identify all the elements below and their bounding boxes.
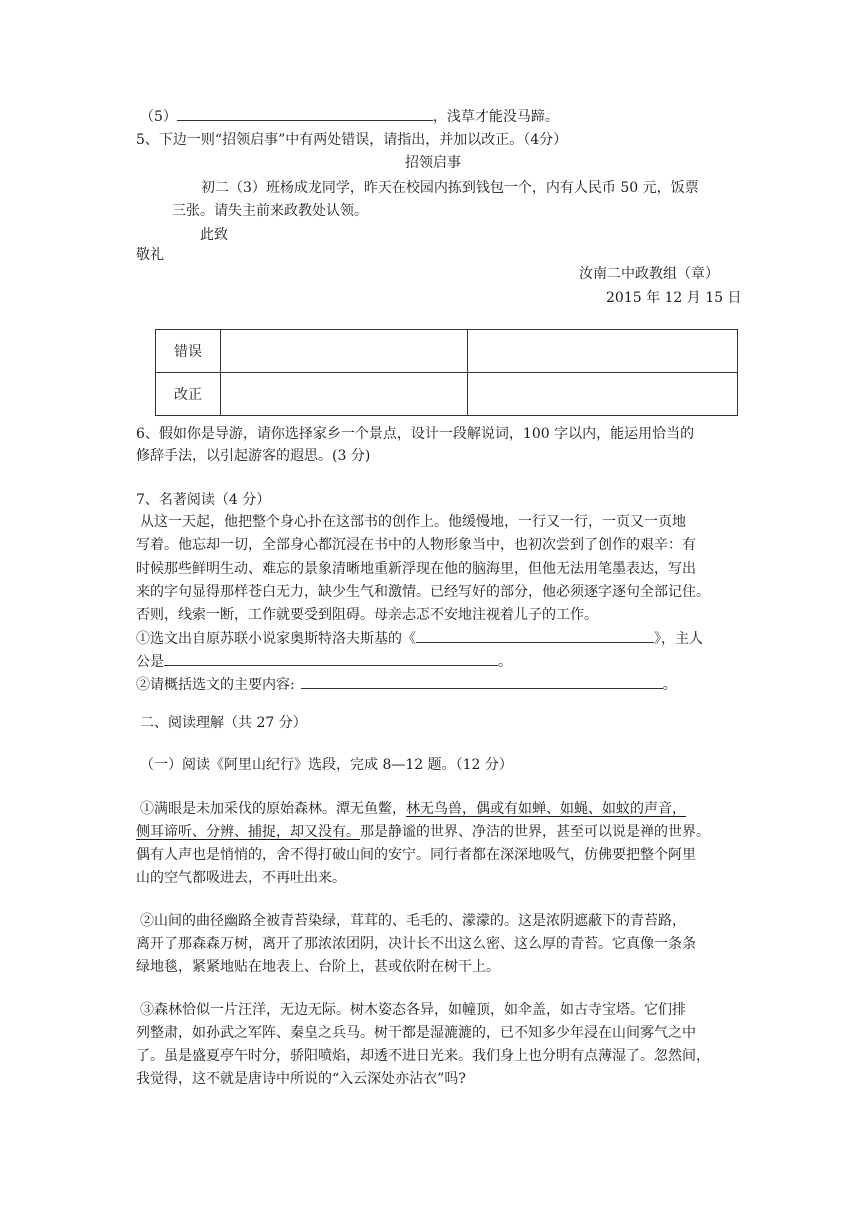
notice-closing: 此致 (200, 227, 228, 243)
q7-sub2: ②请概括选文的主要内容: 。 (136, 674, 677, 695)
underlined-text: 侧耳谛听、分辨、捕捉，却又没有。 (136, 824, 360, 840)
table-row (156, 330, 738, 373)
underlined-text: 林无鸟兽，偶或有如蝉、如蝇、如蚊的声音， (406, 801, 686, 817)
section-title: 二、阅读理解（共 27 分） (140, 715, 307, 731)
notice-body-line: 初二（3）班杨成龙同学，昨天在校园内拣到钱包一个，内有人民币 50 元，饭票 (201, 180, 699, 196)
paragraph-line: ①满眼是未加采伐的原始森林。潭无鱼鳖，林无鸟兽，偶或有如蝉、如蝇、如蚊的声音， (140, 801, 686, 817)
row-label-correction: 改正 (156, 373, 221, 416)
answer-blank[interactable] (177, 106, 433, 121)
notice-body-line: 三张。请失主前来政教处认领。 (172, 203, 368, 219)
row-label-error: 错误 (156, 330, 221, 373)
paragraph-line: 山的空气都吸进去，不再吐出来。 (136, 870, 346, 886)
q7-passage-line: 从这一天起，他把整个身心扑在这部书的创作上。他缓慢地，一行又一行，一页又一页地 (140, 514, 686, 530)
notice-date: 2015 年 12 月 15 日 (606, 290, 742, 306)
paragraph-line: 离开了那森森万树，离开了那浓浓团阴，决计长不出这么密、这么厚的青苔。它真像一条条 (136, 936, 696, 952)
answer-blank[interactable] (164, 651, 498, 666)
answer-cell[interactable] (221, 373, 468, 416)
q5-prompt: 5、下边一则“招领启事”中有两处错误，请指出，并加以改正。（4分） (136, 132, 568, 148)
paragraph-line: ③森林恰似一片汪洋，无边无际。树木姿态各异，如幢顶，如伞盖，如古寺宝塔。它们排 (140, 1002, 686, 1018)
answer-cell[interactable] (221, 330, 468, 373)
paragraph-line: 我觉得，这不就是唐诗中所说的“入云深处亦沾衣”吗? (136, 1071, 466, 1087)
paragraph-line: 偶有人声也是悄悄的，舍不得打破山间的安宁。同行者都在深深地吸气，仿佛要把整个阿里 (136, 847, 696, 863)
q7-passage-line: 来的字句显得那样苍白无力，缺少生气和激情。已经写好的部分，他必须逐字逐句全部记住。 (136, 584, 710, 600)
answer-blank[interactable] (301, 674, 663, 689)
paragraph-line: 侧耳谛听、分辨、捕捉，却又没有。那是静谧的世界、净洁的世界，甚至可以说是禅的世界。 (136, 824, 710, 840)
q6-prompt: 6、假如你是导游，请你选择家乡一个景点，设计一段解说词，100 字以内，能运用恰当的 (136, 426, 695, 442)
q7-sub1-cont: 公是 。 (136, 651, 512, 672)
paragraph-line: ②山间的曲径幽路全被青苔染绿，茸茸的、毛毛的、濛濛的。这是浓阴遮蔽下的青苔路， (140, 913, 686, 929)
sub-section-title: （一）阅读《阿里山纪行》选段，完成 8—12 题。（12 分） (140, 757, 513, 773)
q7-title: 7、名著阅读（4 分） (136, 492, 271, 508)
q7-sub1: ①选文出自原苏联小说家奥斯特洛夫斯基的《 》，主人 (136, 628, 703, 649)
answer-table (155, 329, 738, 416)
q6-prompt: 修辞手法，以引起游客的遐思。(3 分) (136, 448, 371, 464)
q7-passage-line: 写着。他忘却一切，全部身心都沉浸在书中的人物形象当中，也初次尝到了创作的艰辛：有 (136, 537, 696, 553)
notice-closing: 敬礼 (136, 247, 164, 263)
notice-title: 招领启事 (405, 155, 461, 171)
paragraph-line: 了。虽是盛夏亭午时分，骄阳喷焰，却透不进日光来。我们身上也分明有点薄湿了。忽然间， (136, 1048, 710, 1064)
q7-passage-line: 时候那些鲜明生动、难忘的景象清晰地重新浮现在他的脑海里，但他无法用笔墨表达，写出 (136, 561, 696, 577)
q5-fill-line: （5） ，浅草才能没马蹄。 (140, 106, 559, 127)
answer-blank[interactable] (416, 628, 654, 643)
notice-signature: 汝南二中政教组（章） (579, 266, 719, 282)
table-row (156, 373, 738, 416)
answer-cell[interactable] (468, 330, 738, 373)
paragraph-line: 列整肃，如孙武之军阵、秦皇之兵马。树干都是湿漉漉的，已不知多少年浸在山间雾气之中 (136, 1025, 696, 1041)
answer-cell[interactable] (468, 373, 738, 416)
paragraph-line: 绿地毯，紧紧地贴在地表上、台阶上，甚或依附在树干上。 (136, 959, 500, 975)
q7-passage-line: 否则，线索一断，工作就要受到阻碍。母亲忐忑不安地注视着儿子的工作。 (136, 607, 598, 623)
